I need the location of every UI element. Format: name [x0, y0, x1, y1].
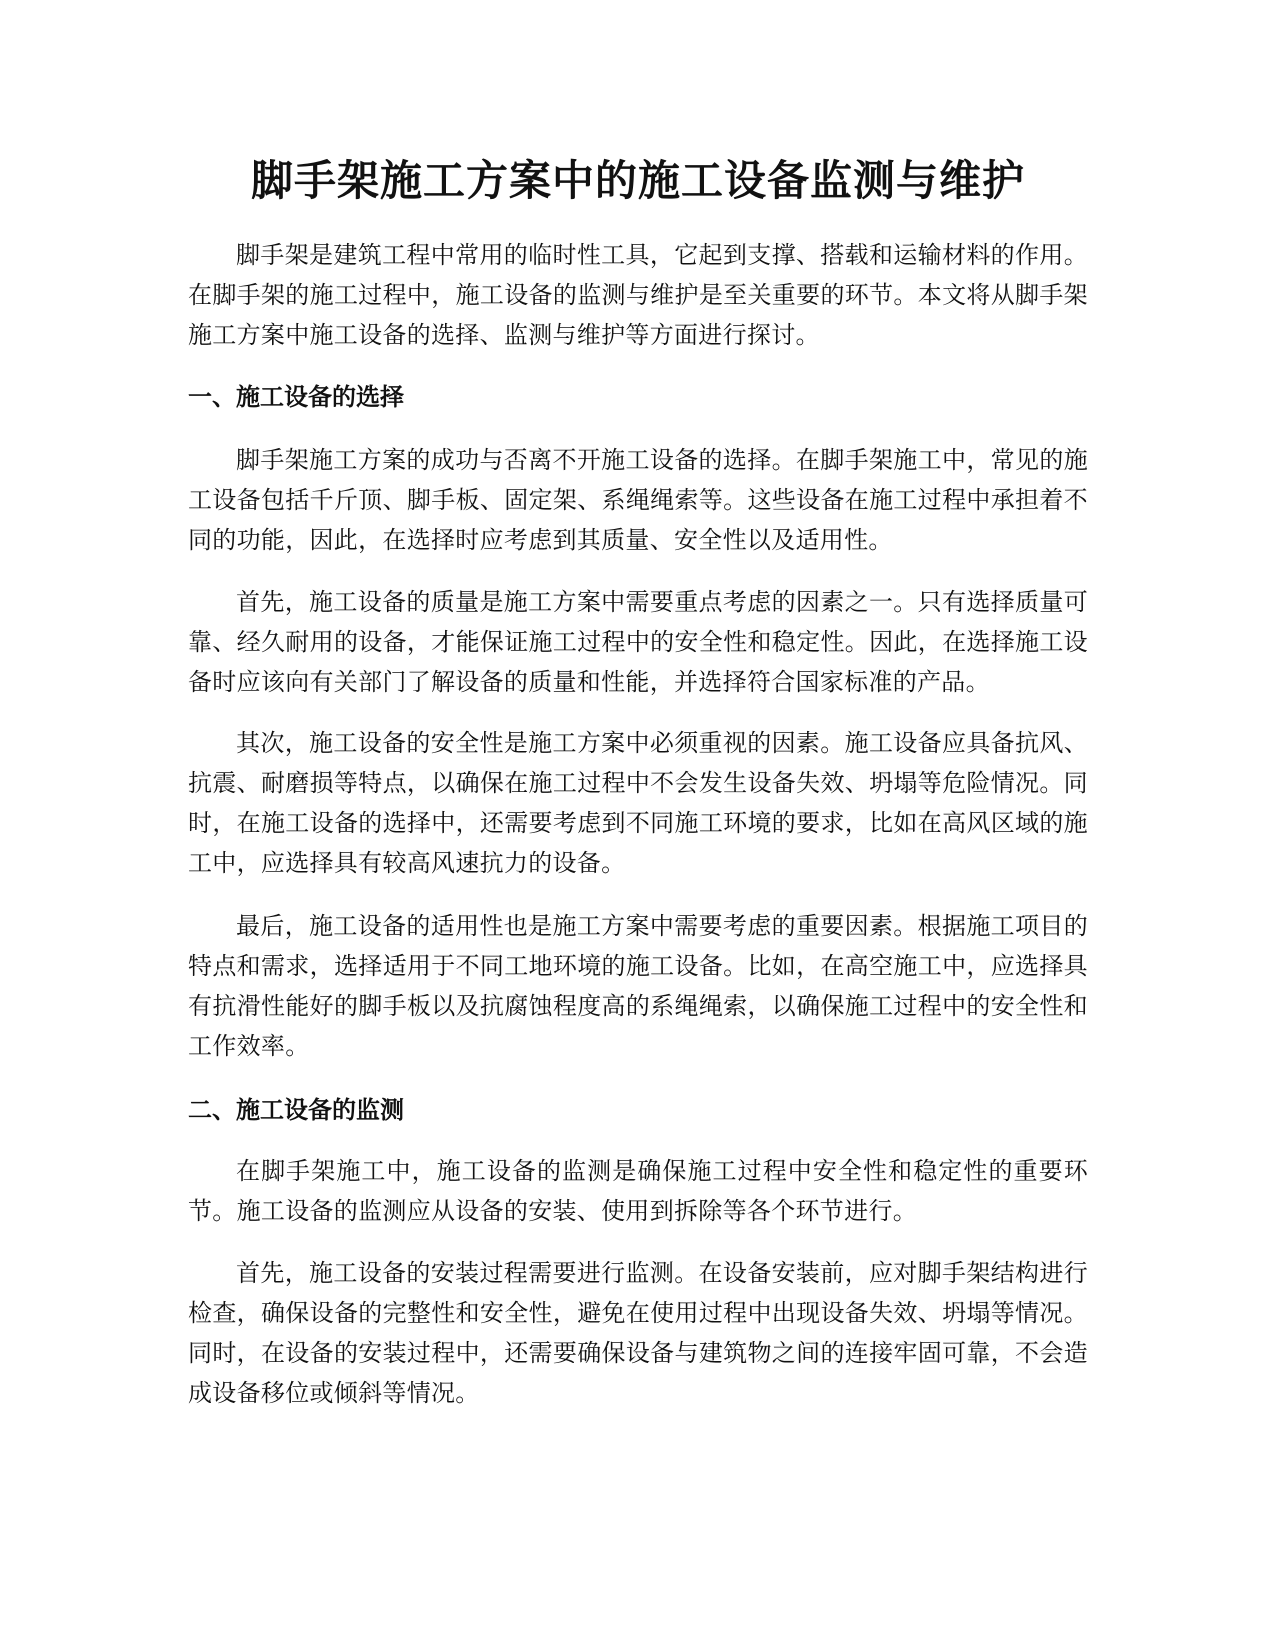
document-title: 脚手架施工方案中的施工设备监测与维护: [250, 156, 1025, 205]
section-paragraph: 首先，施工设备的安装过程需要进行监测。在设备安装前，应对脚手架结构进行检查，确保设备的完整性和安全性，避免在使用过程中出现设备失效、坍塌等情况。同时，在设备的安装过程中，还需要确保设备与建筑物之间的连接牢固可靠，不会造成设备移位或倾斜等情况。: [188, 1259, 1088, 1407]
intro-paragraph: 脚手架是建筑工程中常用的临时性工具，它起到支撑、搭载和运输材料的作用。在脚手架的施工过程中，施工设备的监测与维护是至关重要的环节。本文将从脚手架施工方案中施工设备的选择、监测与维护等方面进行探讨。: [188, 241, 1088, 349]
section-paragraph: 在脚手架施工中，施工设备的监测是确保施工过程中安全性和稳定性的重要环节。施工设备的监测应从设备的安装、使用到拆除等各个环节进行。: [188, 1157, 1088, 1225]
section-heading-monitoring: 二、施工设备的监测: [188, 1096, 404, 1124]
section-paragraph: 最后，施工设备的适用性也是施工方案中需要考虑的重要因素。根据施工项目的特点和需求，选择适用于不同工地环境的施工设备。比如，在高空施工中，应选择具有抗滑性能好的脚手板以及抗腐蚀程度高的系绳绳索，以确保施工过程中的安全性和工作效率。: [188, 912, 1088, 1060]
section-paragraph: 脚手架施工方案的成功与否离不开施工设备的选择。在脚手架施工中，常见的施工设备包括千斤顶、脚手板、固定架、系绳绳索等。这些设备在施工过程中承担着不同的功能，因此，在选择时应考虑到其质量、安全性以及适用性。: [188, 446, 1088, 554]
section-paragraph: 其次，施工设备的安全性是施工方案中必须重视的因素。施工设备应具备抗风、抗震、耐磨损等特点，以确保在施工过程中不会发生设备失效、坍塌等危险情况。同时，在施工设备的选择中，还需要考虑到不同施工环境的要求，比如在高风区域的施工中，应选择具有较高风速抗力的设备。: [188, 729, 1088, 877]
section-paragraph: 首先，施工设备的质量是施工方案中需要重点考虑的因素之一。只有选择质量可靠、经久耐用的设备，才能保证施工过程中的安全性和稳定性。因此，在选择施工设备时应该向有关部门了解设备的质量和性能，并选择符合国家标准的产品。: [188, 588, 1088, 696]
document-page: [188, 0, 1088, 1650]
section-heading-selection: 一、施工设备的选择: [188, 383, 404, 411]
